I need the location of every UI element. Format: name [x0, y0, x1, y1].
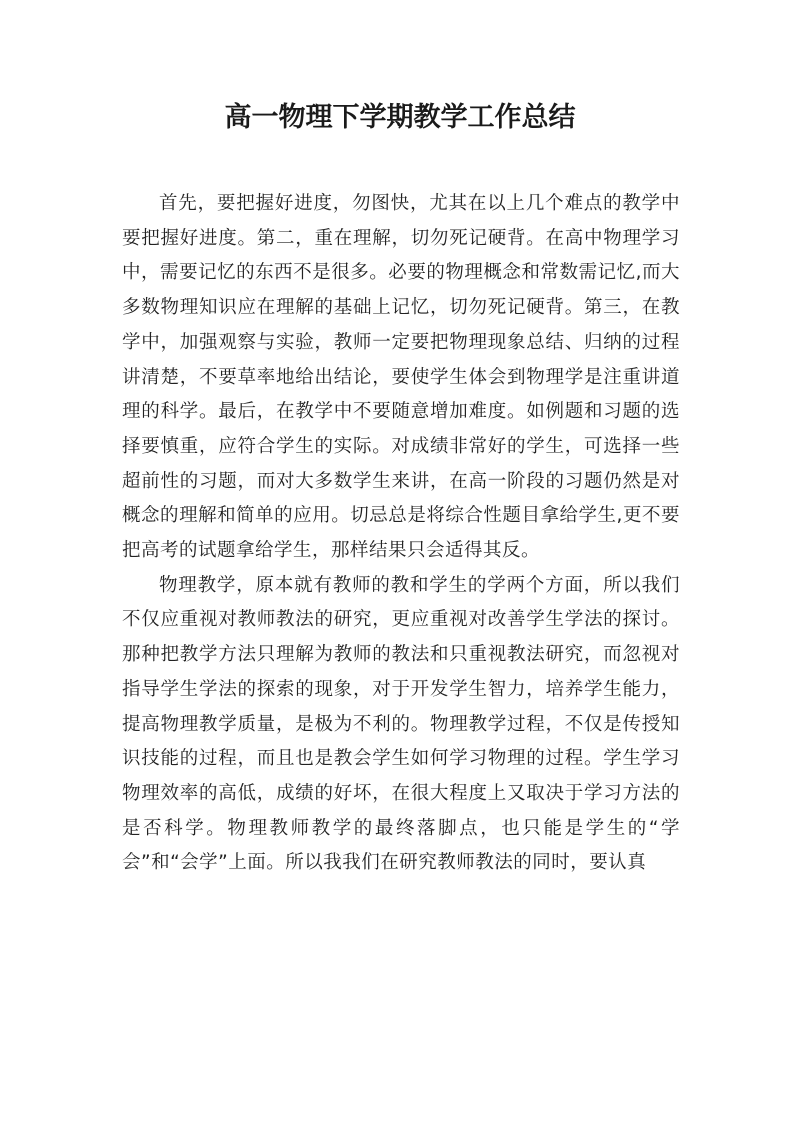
document-body: [122, 187, 680, 881]
document-title: 高一物理下学期教学工作总结: [224, 102, 576, 133]
paragraph-2: 物理教学，原本就有教师的教和学生的学两个方面，所以我们不仅应重视对教师教法的研究，更应重视对改善学生学法的探讨。那种把教学方法只理解为教师的教法和只重视教法研究，而忽视对指导学生学法的探索的现象，对于开发学生智力，培养学生能力，提高物理教学质量，是极为不利的。物理教学过程，不仅是传授知识技能的过程，而且也是教会学生如何学习物理的过程。学生学习物理效率的高低，成绩的好坏，在很大程度上又取决于学习方法的是否科学。物理教师教学的最终落脚点，也只能是学生的“学会”和“会学”上面。所以我我们在研究教师教法的同时，要认真: [122, 574, 680, 874]
paragraph-1: 首先，要把握好进度，勿图快，尤其在以上几个难点的教学中要把握好进度。第二，重在理解，切勿死记硬背。在高中物理学习中，需要记忆的东西不是很多。必要的物理概念和常数需记忆,而大多数物理知识应在理解的基础上记忆，切勿死记硬背。第三，在教学中，加强观察与实验，教师一定要把物理现象总结、归纳的过程讲清楚，不要草率地给出结论，要使学生体会到物理学是注重讲道理的科学。最后，在教学中不要随意增加难度。如例题和习题的选择要慎重，应符合学生的实际。对成绩非常好的学生，可选择一些超前性的习题，而对大多数学生来讲，在高一阶段的习题仍然是对概念的理解和简单的应用。切忌总是将综合性题目拿给学生,更不要把高考的试题拿给学生，那样结果只会适得其反。: [122, 193, 680, 562]
